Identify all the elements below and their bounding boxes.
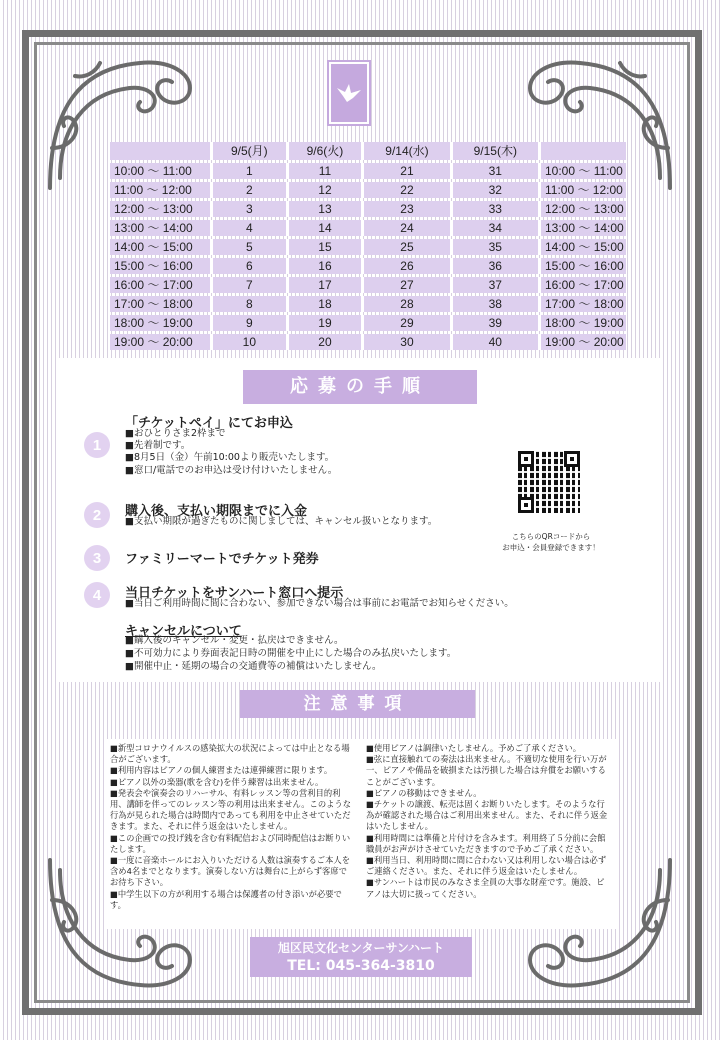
time-cell: 14:00 〜 15:00 — [538, 239, 626, 255]
note-item: ■ピアノ以外の楽器(歌を含む)を伴う練習は出来ません。 — [110, 776, 324, 787]
notes-right-column — [360, 739, 616, 929]
schedule-row — [110, 334, 626, 350]
slot-cell: 30 — [361, 334, 449, 350]
facility-name: 旭区民文化センターサンハート — [277, 941, 445, 955]
step-line: ■8月5日（金）午前10:00より販売いたします。 — [125, 452, 335, 464]
slot-cell: 34 — [450, 220, 538, 236]
qr-caption-2: お申込・会員登録できます！ — [502, 543, 600, 552]
slot-cell: 33 — [450, 201, 538, 217]
cancel-line: ■不可効力により券面表記日時の開催を中止にした場合のみ払戻いたします。 — [125, 648, 457, 659]
slot-cell: 18 — [286, 296, 362, 312]
header-cell — [538, 142, 626, 160]
slot-cell: 13 — [286, 201, 362, 217]
application-title: 応募の手順 — [243, 370, 477, 404]
step-number-badge: 2 — [84, 502, 110, 528]
slot-cell: 32 — [450, 182, 538, 198]
note-item: ■発表会や演奏会のリハーサル、有料レッスン等の営利目的利用、講師を伴ってのレッスン等の利用は出来ません。このような行為が見られた場合は時間内であっても利用を中止させていただきます。また、それに伴う返金はいたしません。 — [110, 787, 352, 832]
time-cell: 15:00 〜 16:00 — [110, 258, 210, 274]
notes-left-column — [104, 739, 360, 929]
step-line: ■窓口/電話でのお申込は受け付けいたしません。 — [125, 464, 338, 476]
slot-cell: 1 — [210, 163, 286, 179]
slot-cell: 2 — [210, 182, 286, 198]
note-item: ■使用ピアノは調律いたしません。予めご了承ください。 — [366, 743, 582, 753]
time-cell: 13:00 〜 14:00 — [110, 220, 210, 236]
time-cell: 19:00 〜 20:00 — [538, 334, 626, 350]
time-cell: 10:00 〜 11:00 — [538, 163, 626, 179]
footer-band — [250, 937, 472, 977]
slot-cell: 7 — [210, 277, 286, 293]
slot-cell: 15 — [286, 239, 362, 255]
slot-cell: 39 — [450, 315, 538, 331]
slot-cell: 36 — [450, 258, 538, 274]
note-item: ■弦に直接触れての奏法は出来ません。不適切な使用を行い万が一、ピアノや備品を破損または汚損した場合は弁償をお願いすることがございます。 — [366, 754, 607, 787]
note-item: ■サンハートは市民のみなさま全員の大事な財産です。施設、ピアノは大切に扱ってください。 — [366, 877, 605, 899]
slot-cell: 25 — [361, 239, 449, 255]
note-item: ■中学生以下の方が利用する場合は保護者の付き添いが必要です。 — [110, 888, 342, 910]
time-cell: 12:00 〜 13:00 — [110, 201, 210, 217]
slot-cell: 21 — [361, 163, 449, 179]
step-heading: 購入後、支払い期限までに入金 — [125, 504, 308, 519]
time-cell: 10:00 〜 11:00 — [110, 163, 210, 179]
time-cell: 16:00 〜 17:00 — [110, 277, 210, 293]
time-cell: 19:00 〜 20:00 — [110, 334, 210, 350]
qr-finder — [518, 497, 534, 513]
dove-icon — [335, 80, 363, 106]
schedule-row — [110, 220, 626, 236]
slot-cell: 28 — [361, 296, 449, 312]
note-item: ■この企画での投げ銭を含む有料配信および同時配信はお断りいたします。 — [110, 832, 351, 854]
schedule-header-row — [110, 142, 626, 160]
step-number-badge: 4 — [84, 582, 110, 608]
slot-cell: 38 — [450, 296, 538, 312]
schedule-row — [110, 182, 626, 198]
schedule-row — [110, 296, 626, 312]
slot-cell: 9 — [210, 315, 286, 331]
qr-finder — [518, 451, 534, 467]
slot-cell: 23 — [361, 201, 449, 217]
slot-cell: 14 — [286, 220, 362, 236]
slot-cell: 31 — [450, 163, 538, 179]
schedule-row — [110, 239, 626, 255]
slot-cell: 24 — [361, 220, 449, 236]
slot-cell: 40 — [450, 334, 538, 350]
time-cell: 18:00 〜 19:00 — [110, 315, 210, 331]
note-item: ■ピアノの移動はできません。 — [366, 787, 482, 798]
slot-cell: 19 — [286, 315, 362, 331]
cancel-heading: キャンセルについて — [125, 624, 242, 639]
slot-cell: 37 — [450, 277, 538, 293]
time-cell: 16:00 〜 17:00 — [538, 277, 626, 293]
notes-title: 注意事項 — [240, 690, 475, 718]
schedule-table — [110, 139, 626, 353]
slot-cell: 3 — [210, 201, 286, 217]
slot-cell: 10 — [210, 334, 286, 350]
step-line: ■おひとりさま2枠まで — [125, 428, 226, 439]
header-cell: 9/6(火) — [286, 142, 362, 160]
slot-cell: 8 — [210, 296, 286, 312]
qr-finder — [564, 451, 580, 467]
dove-logo — [329, 62, 369, 124]
step-heading: ファミリーマートでチケット発券 — [125, 552, 319, 567]
step-heading: 「チケットペイ」にてお申込 — [125, 416, 293, 431]
note-item: ■利用時間には準備と片付けを含みます。利用終了５分前に会館職員がお声がけさせていただきますので予めご了承ください。 — [366, 832, 606, 854]
time-cell: 14:00 〜 15:00 — [110, 239, 210, 255]
slot-cell: 22 — [361, 182, 449, 198]
slot-cell: 4 — [210, 220, 286, 236]
slot-cell: 26 — [361, 258, 449, 274]
header-cell: 9/5(月) — [210, 142, 286, 160]
note-item: ■新型コロナウイルスの感染拡大の状況によっては中止となる場合がございます。 — [110, 743, 350, 765]
time-cell: 17:00 〜 18:00 — [538, 296, 626, 312]
slot-cell: 35 — [450, 239, 538, 255]
time-cell: 13:00 〜 14:00 — [538, 220, 626, 236]
qr-caption-1: こちらのQRコードから — [511, 532, 591, 541]
note-item: ■一度に音楽ホールにお入りいただける人数は演奏するご本人を含め4名までとなります。演奏しない方は舞台に上がらず客席でお待ち下さい。 — [110, 855, 350, 888]
header-cell — [110, 142, 210, 160]
header-cell: 9/14(水) — [361, 142, 449, 160]
note-item: ■チケットの譲渡、転売は固くお断りいたします。そのような行為が確認された場合はご利用出来ません。また、それに伴う返金はいたしません。 — [366, 799, 608, 832]
slot-cell: 6 — [210, 258, 286, 274]
slot-cell: 16 — [286, 258, 362, 274]
slot-cell: 5 — [210, 239, 286, 255]
schedule-row — [110, 201, 626, 217]
step-line: ■当日ご利用時間に間に合わない、参加できない場合は事前にお電話でお知らせください。 — [125, 598, 514, 609]
time-cell: 18:00 〜 19:00 — [538, 315, 626, 331]
qr-code[interactable] — [518, 451, 580, 513]
step-line: ■支払い期限が過ぎたものに関しましては、キャンセル扱いとなります。 — [125, 516, 438, 527]
slot-cell: 12 — [286, 182, 362, 198]
slot-cell: 29 — [361, 315, 449, 331]
note-item: ■利用当日、利用時間に間に合わない又は利用しない場合は必ずご連絡ください。また、それに伴う返金はいたしません。 — [366, 855, 607, 877]
slot-cell: 11 — [286, 163, 362, 179]
cancel-line: ■購入後のキャンセル・変更・払戻はできません。 — [125, 635, 344, 646]
slot-cell: 27 — [361, 277, 449, 293]
schedule-row — [110, 277, 626, 293]
note-item: ■利用内容はピアノの個人練習または連弾練習に限ります。 — [110, 765, 333, 776]
step-number-badge: 3 — [84, 545, 110, 571]
time-cell: 11:00 〜 12:00 — [538, 182, 626, 198]
step-line: ■先着制です。 — [125, 440, 191, 452]
schedule-row — [110, 258, 626, 274]
cancel-line: ■開催中止・延期の場合の交通費等の補償はいたしません。 — [125, 661, 382, 672]
slot-cell: 20 — [286, 334, 362, 350]
header-cell: 9/15(木) — [450, 142, 538, 160]
step-heading: 当日チケットをサンハート窓口へ提示 — [125, 586, 344, 601]
time-cell: 17:00 〜 18:00 — [110, 296, 210, 312]
slot-cell: 17 — [286, 277, 362, 293]
time-cell: 11:00 〜 12:00 — [110, 182, 210, 198]
schedule-row — [110, 315, 626, 331]
schedule-row — [110, 163, 626, 179]
step-number-badge: 1 — [84, 432, 110, 458]
phone-number[interactable]: TEL: 045-364-3810 — [287, 958, 435, 974]
time-cell: 15:00 〜 16:00 — [538, 258, 626, 274]
time-cell: 12:00 〜 13:00 — [538, 201, 626, 217]
